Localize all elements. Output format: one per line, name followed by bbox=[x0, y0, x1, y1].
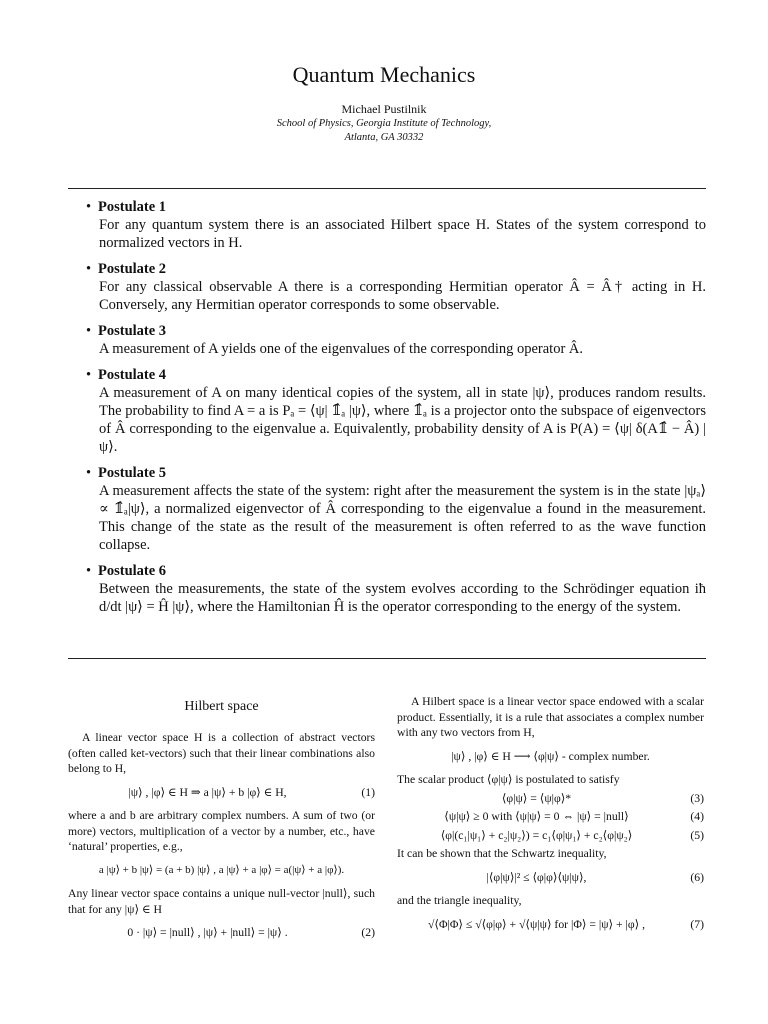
affiliation-line-2: Atlanta, GA 30332 bbox=[344, 132, 424, 143]
bullet: • bbox=[86, 563, 92, 579]
paper-header bbox=[0, 60, 768, 145]
bullet: • bbox=[86, 323, 92, 339]
equation-scalar bbox=[397, 749, 704, 765]
equation-number: (7) bbox=[690, 917, 704, 931]
equation-number: (1) bbox=[361, 785, 375, 799]
equation-body: ⟨ψ|ψ⟩ ≥ 0 with ⟨ψ|ψ⟩ = 0 ⇔ |ψ⟩ = |null⟩ bbox=[444, 810, 629, 823]
postulate-text: A measurement of A yields one of the eigenvalues of the corresponding operator Â. bbox=[99, 341, 584, 357]
postulate-title: Postulate 5 bbox=[98, 465, 167, 481]
postulate-title: Postulate 2 bbox=[98, 261, 167, 277]
equation-number: (5) bbox=[690, 828, 704, 842]
postulate-title: Postulate 6 bbox=[98, 563, 167, 579]
postulate-2 bbox=[86, 260, 706, 314]
equation-3 bbox=[397, 791, 704, 807]
equation-2 bbox=[68, 925, 375, 941]
left-column bbox=[68, 694, 375, 949]
paragraph: A linear vector space H is a collection of abstract vectors (often called ket-vectors) such that their linear combinations also belong to H, bbox=[68, 731, 375, 775]
postulate-6 bbox=[86, 562, 706, 616]
equation-properties bbox=[68, 863, 375, 879]
equation-number: (6) bbox=[690, 870, 704, 884]
postulate-3 bbox=[86, 322, 706, 358]
author-name: Michael Pustilnik bbox=[341, 102, 427, 116]
equation-body: |⟨φ|ψ⟩|² ≤ ⟨φ|φ⟩⟨ψ|ψ⟩, bbox=[486, 870, 587, 884]
postulate-4 bbox=[86, 366, 706, 456]
equation-number: (4) bbox=[690, 810, 704, 823]
equation-body: ⟨φ|ψ⟩ = ⟨ψ|φ⟩* bbox=[501, 791, 572, 805]
equation-body: 0 · |ψ⟩ = |null⟩ , |ψ⟩ + |null⟩ = |ψ⟩ . bbox=[127, 926, 288, 939]
affiliation-line-1: School of Physics, Georgia Institute of Technology, bbox=[276, 118, 492, 129]
postulate-title: Postulate 3 bbox=[98, 323, 167, 339]
equation-6 bbox=[397, 870, 704, 886]
postulate-5 bbox=[86, 464, 706, 554]
paragraph: and the triangle inequality, bbox=[397, 894, 522, 907]
equation-number: (2) bbox=[361, 926, 375, 939]
paragraph: The scalar product ⟨φ|ψ⟩ is postulated to satisfy bbox=[397, 773, 620, 786]
postulate-1 bbox=[86, 198, 706, 252]
postulate-title: Postulate 1 bbox=[98, 199, 167, 215]
paragraph: It can be shown that the Schwartz inequality, bbox=[397, 847, 607, 860]
postulate-text: A measurement affects the state of the system: right after the measurement the system is in the state |ψₐ⟩ ∝ 𝟙̂ₐ|ψ⟩, a normalized eigenvector of Â corresponding to the eigenvalue a found in the measurement. This change of the state as the result of the measurement is often referred to as the wave function collapse. bbox=[99, 483, 706, 553]
postulate-text: For any quantum system there is an associated Hilbert space H. States of the system correspond to normalized vectors in H. bbox=[99, 217, 706, 251]
equation-body: ⟨φ|(c₁|ψ₁⟩ + c₂|ψ₂⟩) = c₁⟨φ|ψ₁⟩ + c₂⟨φ|ψ₂⟩ bbox=[440, 828, 633, 842]
bullet: • bbox=[86, 261, 92, 277]
postulate-text: A measurement of A on many identical copies of the system, all in state |ψ⟩, produces random results. The probability to find A = a is Pₐ = ⟨ψ| 𝟙̂ₐ |ψ⟩, where 𝟙̂ₐ is a projector onto the subspace of eigenvectors of Â corresponding to the eigenvalue a. Equivalently, probability density of A is P(A) = ⟨ψ| δ(A𝟙̂ − Â) |ψ⟩. bbox=[99, 385, 706, 455]
paragraph: Any linear vector space contains a unique null-vector |null⟩, such that for any |ψ⟩ ∈ H bbox=[68, 887, 375, 916]
equation-7 bbox=[397, 917, 704, 933]
top-rule bbox=[68, 188, 706, 189]
equation-5 bbox=[397, 828, 704, 844]
equation-body: a |ψ⟩ + b |ψ⟩ = (a + b) |ψ⟩ , a |ψ⟩ + a |φ⟩ = a(|ψ⟩ + a |φ⟩). bbox=[98, 863, 345, 876]
paper-title: Quantum Mechanics bbox=[292, 62, 476, 87]
bullet: • bbox=[86, 199, 92, 215]
right-column bbox=[397, 694, 704, 940]
bullet: • bbox=[86, 367, 92, 383]
postulate-text: Between the measurements, the state of the system evolves according to the Schrödinger equation iħ d/dt |ψ⟩ = Ĥ |ψ⟩, where the Hamiltonian Ĥ is the operator corresponding to the energy of the system. bbox=[99, 581, 706, 615]
equation-body: |ψ⟩ , |φ⟩ ∈ H ⇒ a |ψ⟩ + b |φ⟩ ∈ H, bbox=[128, 785, 287, 799]
equation-1 bbox=[68, 785, 375, 801]
equation-body: |ψ⟩ , |φ⟩ ∈ H ⟶ ⟨φ|ψ⟩ - complex number. bbox=[451, 749, 650, 763]
postulate-title: Postulate 4 bbox=[98, 367, 167, 383]
equation-4 bbox=[397, 809, 704, 825]
bottom-rule bbox=[68, 658, 706, 659]
paragraph: where a and b are arbitrary complex numbers. A sum of two (or more) vectors, multiplication of a vector by a number, etc., have ‘natural’ properties, e.g., bbox=[68, 809, 375, 853]
postulates-list bbox=[86, 198, 706, 624]
equation-number: (3) bbox=[690, 791, 704, 805]
equation-body: √⟨Φ|Φ⟩ ≤ √⟨φ|φ⟩ + √⟨ψ|ψ⟩ for |Φ⟩ = |ψ⟩ + |φ⟩ , bbox=[427, 917, 645, 931]
section-title: Hilbert space bbox=[184, 699, 259, 714]
bullet: • bbox=[86, 465, 92, 481]
postulate-text: For any classical observable A there is a corresponding Hermitian operator Â = Â† acting in H. Conversely, any Hermitian operator corresponds to some observable. bbox=[99, 279, 706, 313]
paragraph: A Hilbert space is a linear vector space endowed with a scalar product. Essentially, it is a rule that associates a complex number with any two vectors from H, bbox=[397, 695, 704, 739]
